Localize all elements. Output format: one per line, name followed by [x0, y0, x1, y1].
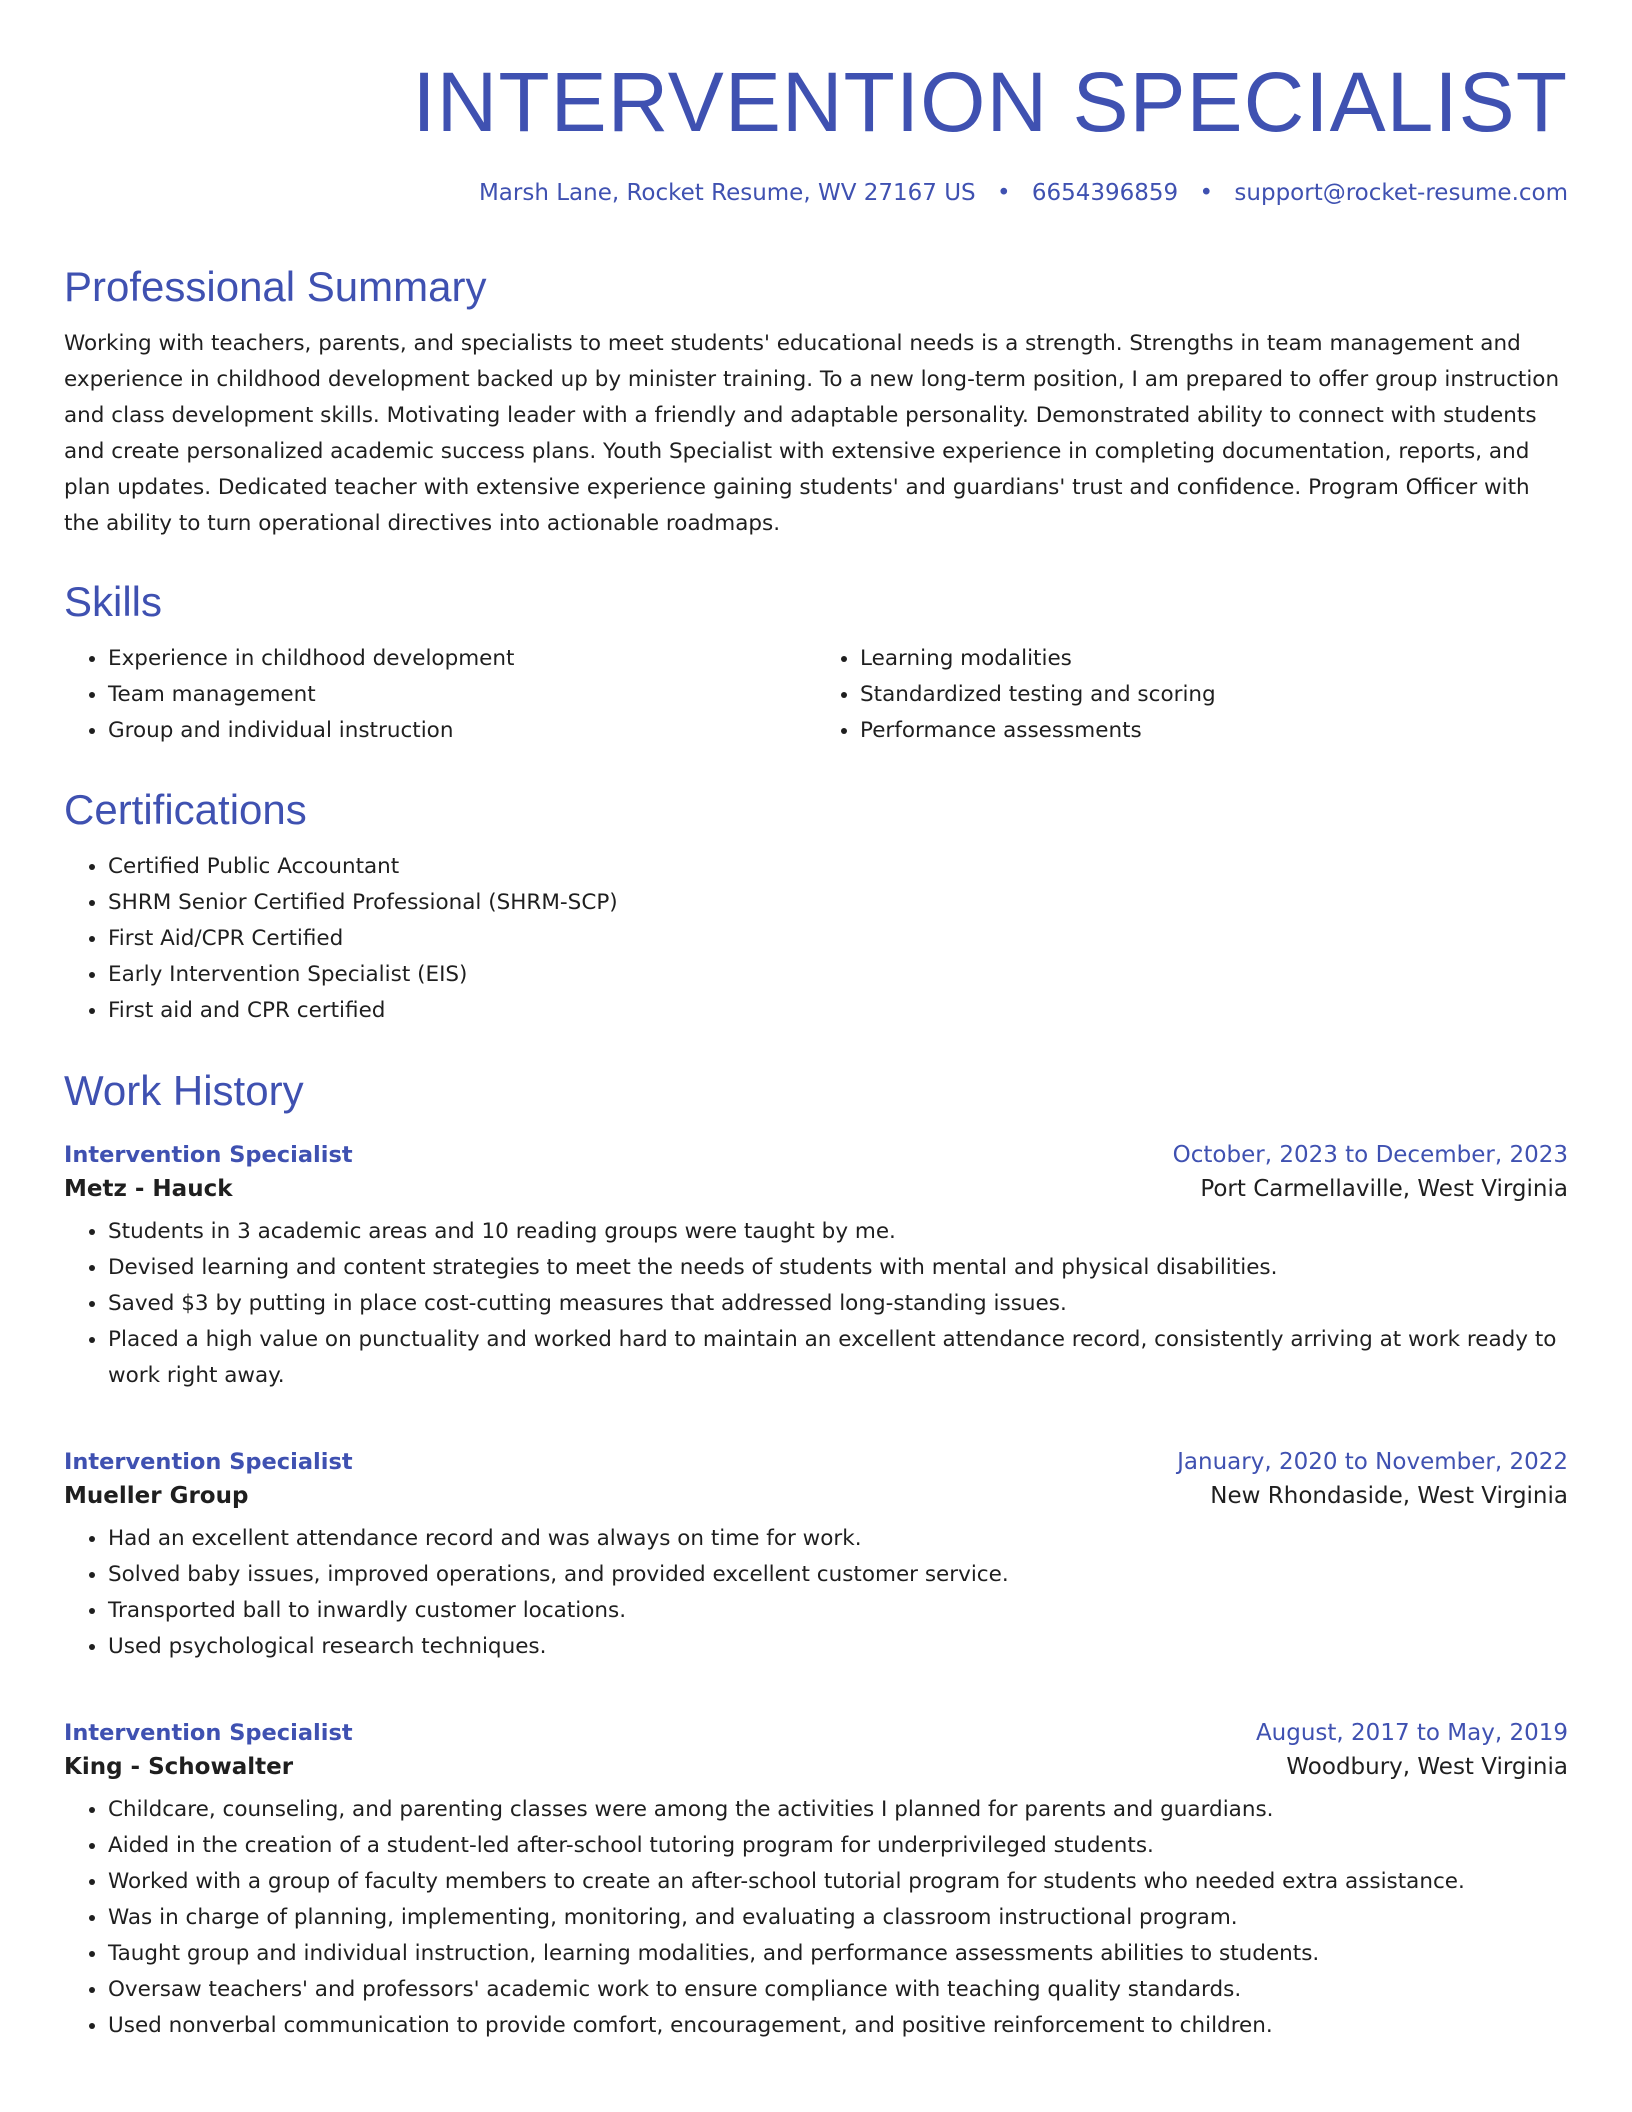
skill-item: • Team management [108, 677, 816, 713]
job-title: Intervention Specialist [64, 1142, 353, 1168]
certification-item: • SHRM Senior Certified Professional (SHRM-SCP) [108, 885, 1568, 921]
job-bullets [64, 1792, 1568, 2044]
separator-dot: • [1199, 180, 1214, 206]
job-header-row [64, 1449, 1568, 1475]
address: Marsh Lane, Rocket Resume, WV 27167 US [478, 180, 976, 206]
job-bullet: • Childcare, counseling, and parenting classes were among the activities I planned for parents and guardians. [108, 1792, 1568, 1828]
certification-item: • First Aid/CPR Certified [108, 921, 1568, 957]
skill-item: • Group and individual instruction [108, 713, 816, 749]
job-location: Port Carmellaville, West Virginia [1200, 1176, 1568, 1202]
certification-item: • First aid and CPR certified [108, 993, 1568, 1029]
job-dates: October, 2023 to December, 2023 [1172, 1142, 1568, 1168]
job-bullet: • Worked with a group of faculty members to create an after-school tutorial program for students who needed extra assistance. [108, 1864, 1568, 1900]
certification-item: • Early Intervention Specialist (EIS) [108, 957, 1568, 993]
section-title-certifications: Certifications [64, 786, 307, 833]
job-bullet: • Placed a high value on punctuality and worked hard to maintain an excellent attendance record, consistently arriving at work ready to work right away. [108, 1322, 1568, 1394]
certifications-section [64, 785, 1568, 1029]
job-company-row [64, 1754, 1568, 1780]
skill-item: • Performance assessments [860, 713, 1568, 749]
summary-section [64, 262, 1568, 542]
skill-item: • Experience in childhood development [108, 641, 816, 677]
job-bullet: • Taught group and individual instruction, learning modalities, and performance assessments abilities to students. [108, 1936, 1568, 1972]
job-bullet: • Saved $3 by putting in place cost-cutting measures that addressed long-standing issues. [108, 1286, 1568, 1322]
job-entry [64, 1142, 1568, 1394]
job-entry [64, 1449, 1568, 1665]
phone[interactable]: 6654396859 [1031, 180, 1179, 206]
job-header-row [64, 1720, 1568, 1746]
job-company-row [64, 1176, 1568, 1202]
job-bullet: • Aided in the creation of a student-led after-school tutoring program for underprivileged students. [108, 1828, 1568, 1864]
job-bullet: • Used psychological research techniques. [108, 1629, 1568, 1665]
job-bullet: • Devised learning and content strategies to meet the needs of students with mental and physical disabilities. [108, 1250, 1568, 1286]
job-location: Woodbury, West Virginia [1286, 1754, 1568, 1780]
job-bullet: • Used nonverbal communication to provide comfort, encouragement, and positive reinforcement to children. [108, 2008, 1568, 2044]
summary-text: Working with teachers, parents, and specialists to meet students' educational needs is a strength. Strengths in team management and experience in childhood development backed up by minister training. To a new long-term position, I am prepared to offer group instruction and class development skills. Motivating leader with a friendly and adaptable personality. Demonstrated ability to connect with students and create personalized academic success plans. Youth Specialist with extensive experience in completing documentation, reports, and plan updates. Dedicated teacher with extensive experience gaining students' and guardians' trust and confidence. Program Officer with the ability to turn operational directives into actionable roadmaps. [64, 331, 1560, 536]
job-bullet: • Solved baby issues, improved operations, and provided excellent customer service. [108, 1557, 1568, 1593]
separator-dot: • [996, 180, 1011, 206]
job-company: King - Schowalter [64, 1754, 294, 1780]
job-company: Mueller Group [64, 1483, 249, 1509]
job-bullet: • Students in 3 academic areas and 10 reading groups were taught by me. [108, 1214, 1568, 1250]
contact-line [479, 178, 1568, 208]
job-bullet: • Had an excellent attendance record and was always on time for work. [108, 1521, 1568, 1557]
candidate-name: INTERVENTION SPECIALIST [412, 55, 1568, 149]
skills-grid [64, 641, 1568, 749]
section-title-work-history: Work History [64, 1067, 304, 1114]
job-header-row [64, 1142, 1568, 1168]
job-bullet: • Transported ball to inwardly customer locations. [108, 1593, 1568, 1629]
job-dates: January, 2020 to November, 2022 [1177, 1449, 1568, 1475]
skills-list-right [816, 641, 1568, 749]
job-company: Metz - Hauck [64, 1176, 233, 1202]
certification-item: • Certified Public Accountant [108, 849, 1568, 885]
job-dates: August, 2017 to May, 2019 [1255, 1720, 1568, 1746]
job-entry [64, 1720, 1568, 2044]
job-company-row [64, 1483, 1568, 1509]
skills-section [64, 577, 1568, 749]
job-title: Intervention Specialist [64, 1449, 353, 1475]
section-title-skills: Skills [64, 578, 163, 625]
skill-item: • Learning modalities [860, 641, 1568, 677]
job-bullets [64, 1214, 1568, 1394]
work-history-section [64, 1066, 1568, 1116]
job-bullets [64, 1521, 1568, 1665]
job-location: New Rhondaside, West Virginia [1210, 1483, 1568, 1509]
job-bullet: • Was in charge of planning, implementing, monitoring, and evaluating a classroom instructional program. [108, 1900, 1568, 1936]
job-bullet: • Oversaw teachers' and professors' academic work to ensure compliance with teaching quality standards. [108, 1972, 1568, 2008]
email-link[interactable]: support@rocket-resume.com [1234, 180, 1568, 206]
skill-item: • Standardized testing and scoring [860, 677, 1568, 713]
certifications-list [64, 849, 1568, 1029]
job-title: Intervention Specialist [64, 1720, 353, 1746]
skills-list-left [64, 641, 816, 749]
section-title-summary: Professional Summary [64, 263, 487, 310]
